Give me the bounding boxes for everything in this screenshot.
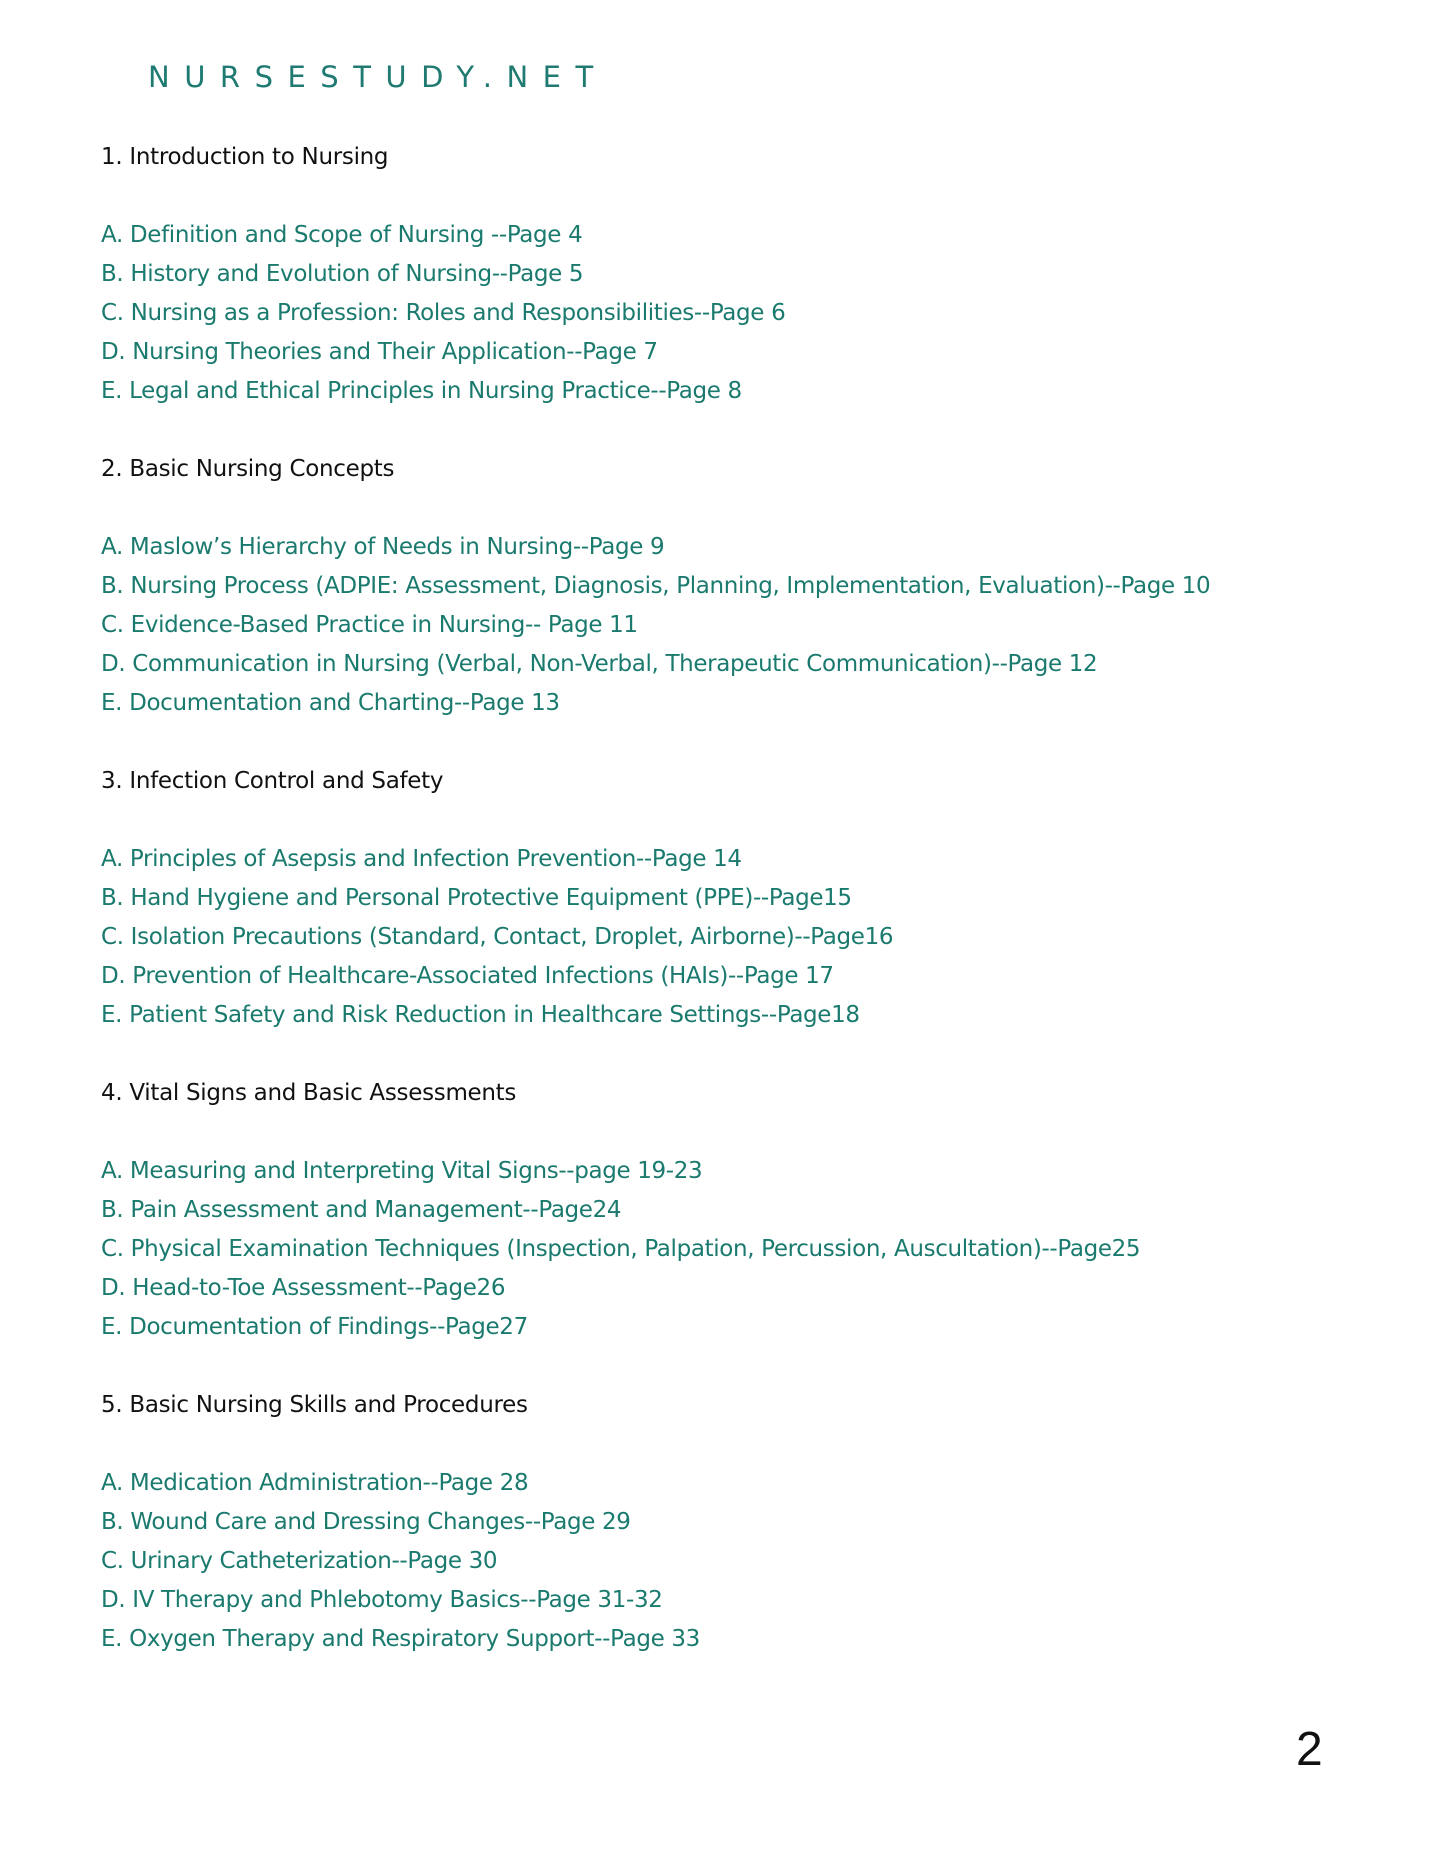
toc-entry[interactable]: A. Measuring and Interpreting Vital Signs--page 19-23 bbox=[101, 1158, 703, 1184]
toc-entry[interactable]: C. Evidence-Based Practice in Nursing-- Page 11 bbox=[101, 612, 638, 638]
section-entries bbox=[101, 528, 1351, 723]
toc-entry[interactable]: D. Nursing Theories and Their Application--Page 7 bbox=[101, 339, 658, 365]
toc-entry[interactable]: A. Definition and Scope of Nursing --Page 4 bbox=[101, 222, 583, 248]
toc-entry[interactable]: E. Oxygen Therapy and Respiratory Support--Page 33 bbox=[101, 1626, 700, 1652]
toc-section-1 bbox=[101, 138, 1351, 411]
toc-section-3 bbox=[101, 762, 1351, 1035]
toc-entry[interactable]: E. Legal and Ethical Principles in Nursing Practice--Page 8 bbox=[101, 378, 742, 404]
section-entries bbox=[101, 1464, 1351, 1659]
toc-entry[interactable]: D. Head-to-Toe Assessment--Page26 bbox=[101, 1275, 506, 1301]
section-title: 1. Introduction to Nursing bbox=[101, 144, 389, 170]
toc-entry[interactable]: A. Maslow’s Hierarchy of Needs in Nursing--Page 9 bbox=[101, 534, 665, 560]
toc-entry[interactable]: D. IV Therapy and Phlebotomy Basics--Page 31-32 bbox=[101, 1587, 663, 1613]
toc-section-4 bbox=[101, 1074, 1351, 1347]
toc-entry[interactable]: A. Medication Administration--Page 28 bbox=[101, 1470, 529, 1496]
toc-section-2 bbox=[101, 450, 1351, 723]
toc-entry[interactable]: B. Nursing Process (ADPIE: Assessment, Diagnosis, Planning, Implementation, Evaluation)--Page 10 bbox=[101, 573, 1211, 599]
toc-entry[interactable]: C. Isolation Precautions (Standard, Contact, Droplet, Airborne)--Page16 bbox=[101, 924, 894, 950]
toc-section-5 bbox=[101, 1386, 1351, 1659]
section-entries bbox=[101, 840, 1351, 1035]
section-title: 2. Basic Nursing Concepts bbox=[101, 456, 395, 482]
section-entries bbox=[101, 1152, 1351, 1347]
toc-entry[interactable]: C. Urinary Catheterization--Page 30 bbox=[101, 1548, 498, 1574]
toc-entry[interactable]: B. Wound Care and Dressing Changes--Page 29 bbox=[101, 1509, 631, 1535]
toc-entry[interactable]: E. Patient Safety and Risk Reduction in Healthcare Settings--Page18 bbox=[101, 1002, 860, 1028]
site-brand: NURSESTUDY.NET bbox=[148, 60, 608, 94]
toc-entry[interactable]: D. Prevention of Healthcare-Associated Infections (HAIs)--Page 17 bbox=[101, 963, 834, 989]
toc-entry[interactable]: A. Principles of Asepsis and Infection Prevention--Page 14 bbox=[101, 846, 742, 872]
section-title: 3. Infection Control and Safety bbox=[101, 768, 444, 794]
section-title: 5. Basic Nursing Skills and Procedures bbox=[101, 1392, 528, 1418]
toc-entry[interactable]: B. Hand Hygiene and Personal Protective Equipment (PPE)--Page15 bbox=[101, 885, 852, 911]
toc-entry[interactable]: D. Communication in Nursing (Verbal, Non-Verbal, Therapeutic Communication)--Page 12 bbox=[101, 651, 1098, 677]
toc-entry[interactable]: B. History and Evolution of Nursing--Page 5 bbox=[101, 261, 584, 287]
section-title: 4. Vital Signs and Basic Assessments bbox=[101, 1080, 517, 1106]
toc-entry[interactable]: B. Pain Assessment and Management--Page24 bbox=[101, 1197, 622, 1223]
toc-entry[interactable]: E. Documentation and Charting--Page 13 bbox=[101, 690, 560, 716]
toc-entry[interactable]: C. Physical Examination Techniques (Inspection, Palpation, Percussion, Auscultation)--Page25 bbox=[101, 1236, 1141, 1262]
table-of-contents bbox=[101, 138, 1351, 1659]
toc-entry[interactable]: E. Documentation of Findings--Page27 bbox=[101, 1314, 528, 1340]
section-entries bbox=[101, 216, 1351, 411]
toc-entry[interactable]: C. Nursing as a Profession: Roles and Responsibilities--Page 6 bbox=[101, 300, 786, 326]
page-number: 2 bbox=[1296, 1723, 1323, 1776]
